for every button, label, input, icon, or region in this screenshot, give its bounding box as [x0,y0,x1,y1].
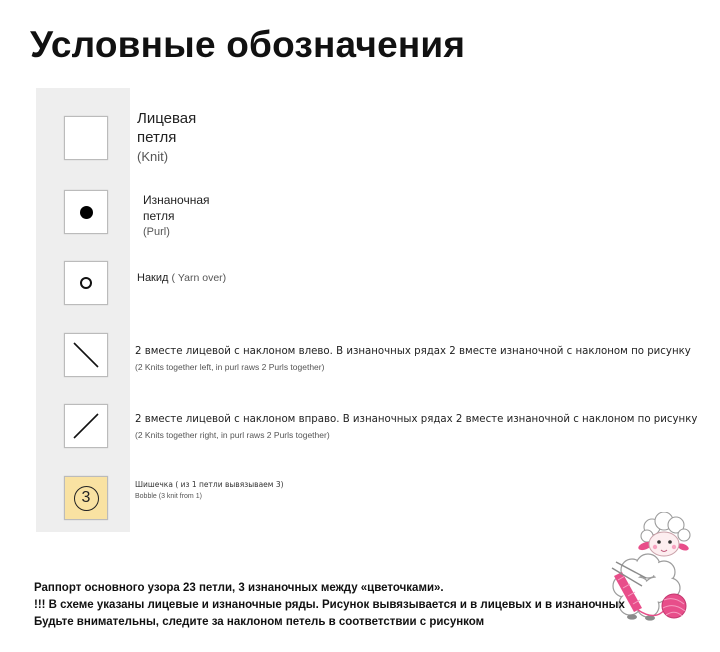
sheep-eye [657,540,661,544]
sheep-head [637,512,690,556]
yarn-ball-icon [662,594,686,618]
purl-dot-icon [80,206,93,219]
purl-symbol-box [64,190,108,234]
head-wool-puff [678,529,690,541]
slash-icon [65,405,107,447]
k2tog-right-label-english: (2 Knits together right, in purl raws 2 Purls together) [135,430,330,440]
sheep-eye [668,540,672,544]
k2tog-right-label-russian: 2 вместе лицевой с наклоном вправо. В изнаночных рядах 2 вместе изнаночной с наклоном по рисунку [135,414,698,425]
backslash-line [74,343,98,367]
note-repeat: Раппорт основного узора 23 петли, 3 изнаночных между «цветочками». [34,582,444,594]
yarn-over-label-russian: Накид [137,272,169,284]
sheep-face [649,532,679,556]
page-title: Условные обозначения [30,24,466,65]
note-rows: !!! В схеме указаны лицевые и изнаночные ряды. Рисунок вывязывается и в лицевых и в изнаночных [34,599,625,611]
purl-label-line2: петля [143,209,175,223]
knit-label-english: (Knit) [137,149,169,164]
backslash-icon [65,334,107,376]
wool-fill [638,596,658,616]
yarn-over-circle-icon [80,277,92,289]
yarn-over-symbol-box [64,261,108,305]
pattern-notes [34,580,625,631]
bobble-symbol-box [64,476,108,520]
k2tog-left-label-english: (2 Knits together left, in purl raws 2 Purls together) [135,362,325,372]
knit-label-line2: петля [137,129,177,146]
sheep-cheek [653,545,657,549]
bobble-label-russian: Шишечка ( из 1 петли вывязываем 3) [135,480,284,489]
bobble-label-english: Bobble (3 knit from 1) [135,493,202,500]
yarn-over-label [137,271,226,285]
knit-label-line1: Лицевая [137,110,197,127]
yarn-over-label-english: ( Yarn over) [171,272,227,284]
note-slant: Будьте внимательны, следите за наклоном петель в соответствии с рисунком [34,616,485,628]
k2tog-left-label-russian: 2 вместе лицевой с наклоном влево. В изнаночных рядах 2 вместе изнаночной с наклоном по рисунку [135,346,691,357]
purl-label-english: (Purl) [143,226,170,238]
purl-label-line1: Изнаночная [143,193,210,207]
k2tog-left-symbol-box [64,333,108,377]
knit-empty-square-icon [64,116,108,160]
slash-line [74,414,98,438]
sheep-cheek [672,545,676,549]
circled-three-icon: 3 [74,486,99,511]
sheep-hoof [627,614,637,619]
purl-label [143,192,210,240]
knit-label [137,109,196,166]
k2tog-right-symbol-box [64,404,108,448]
